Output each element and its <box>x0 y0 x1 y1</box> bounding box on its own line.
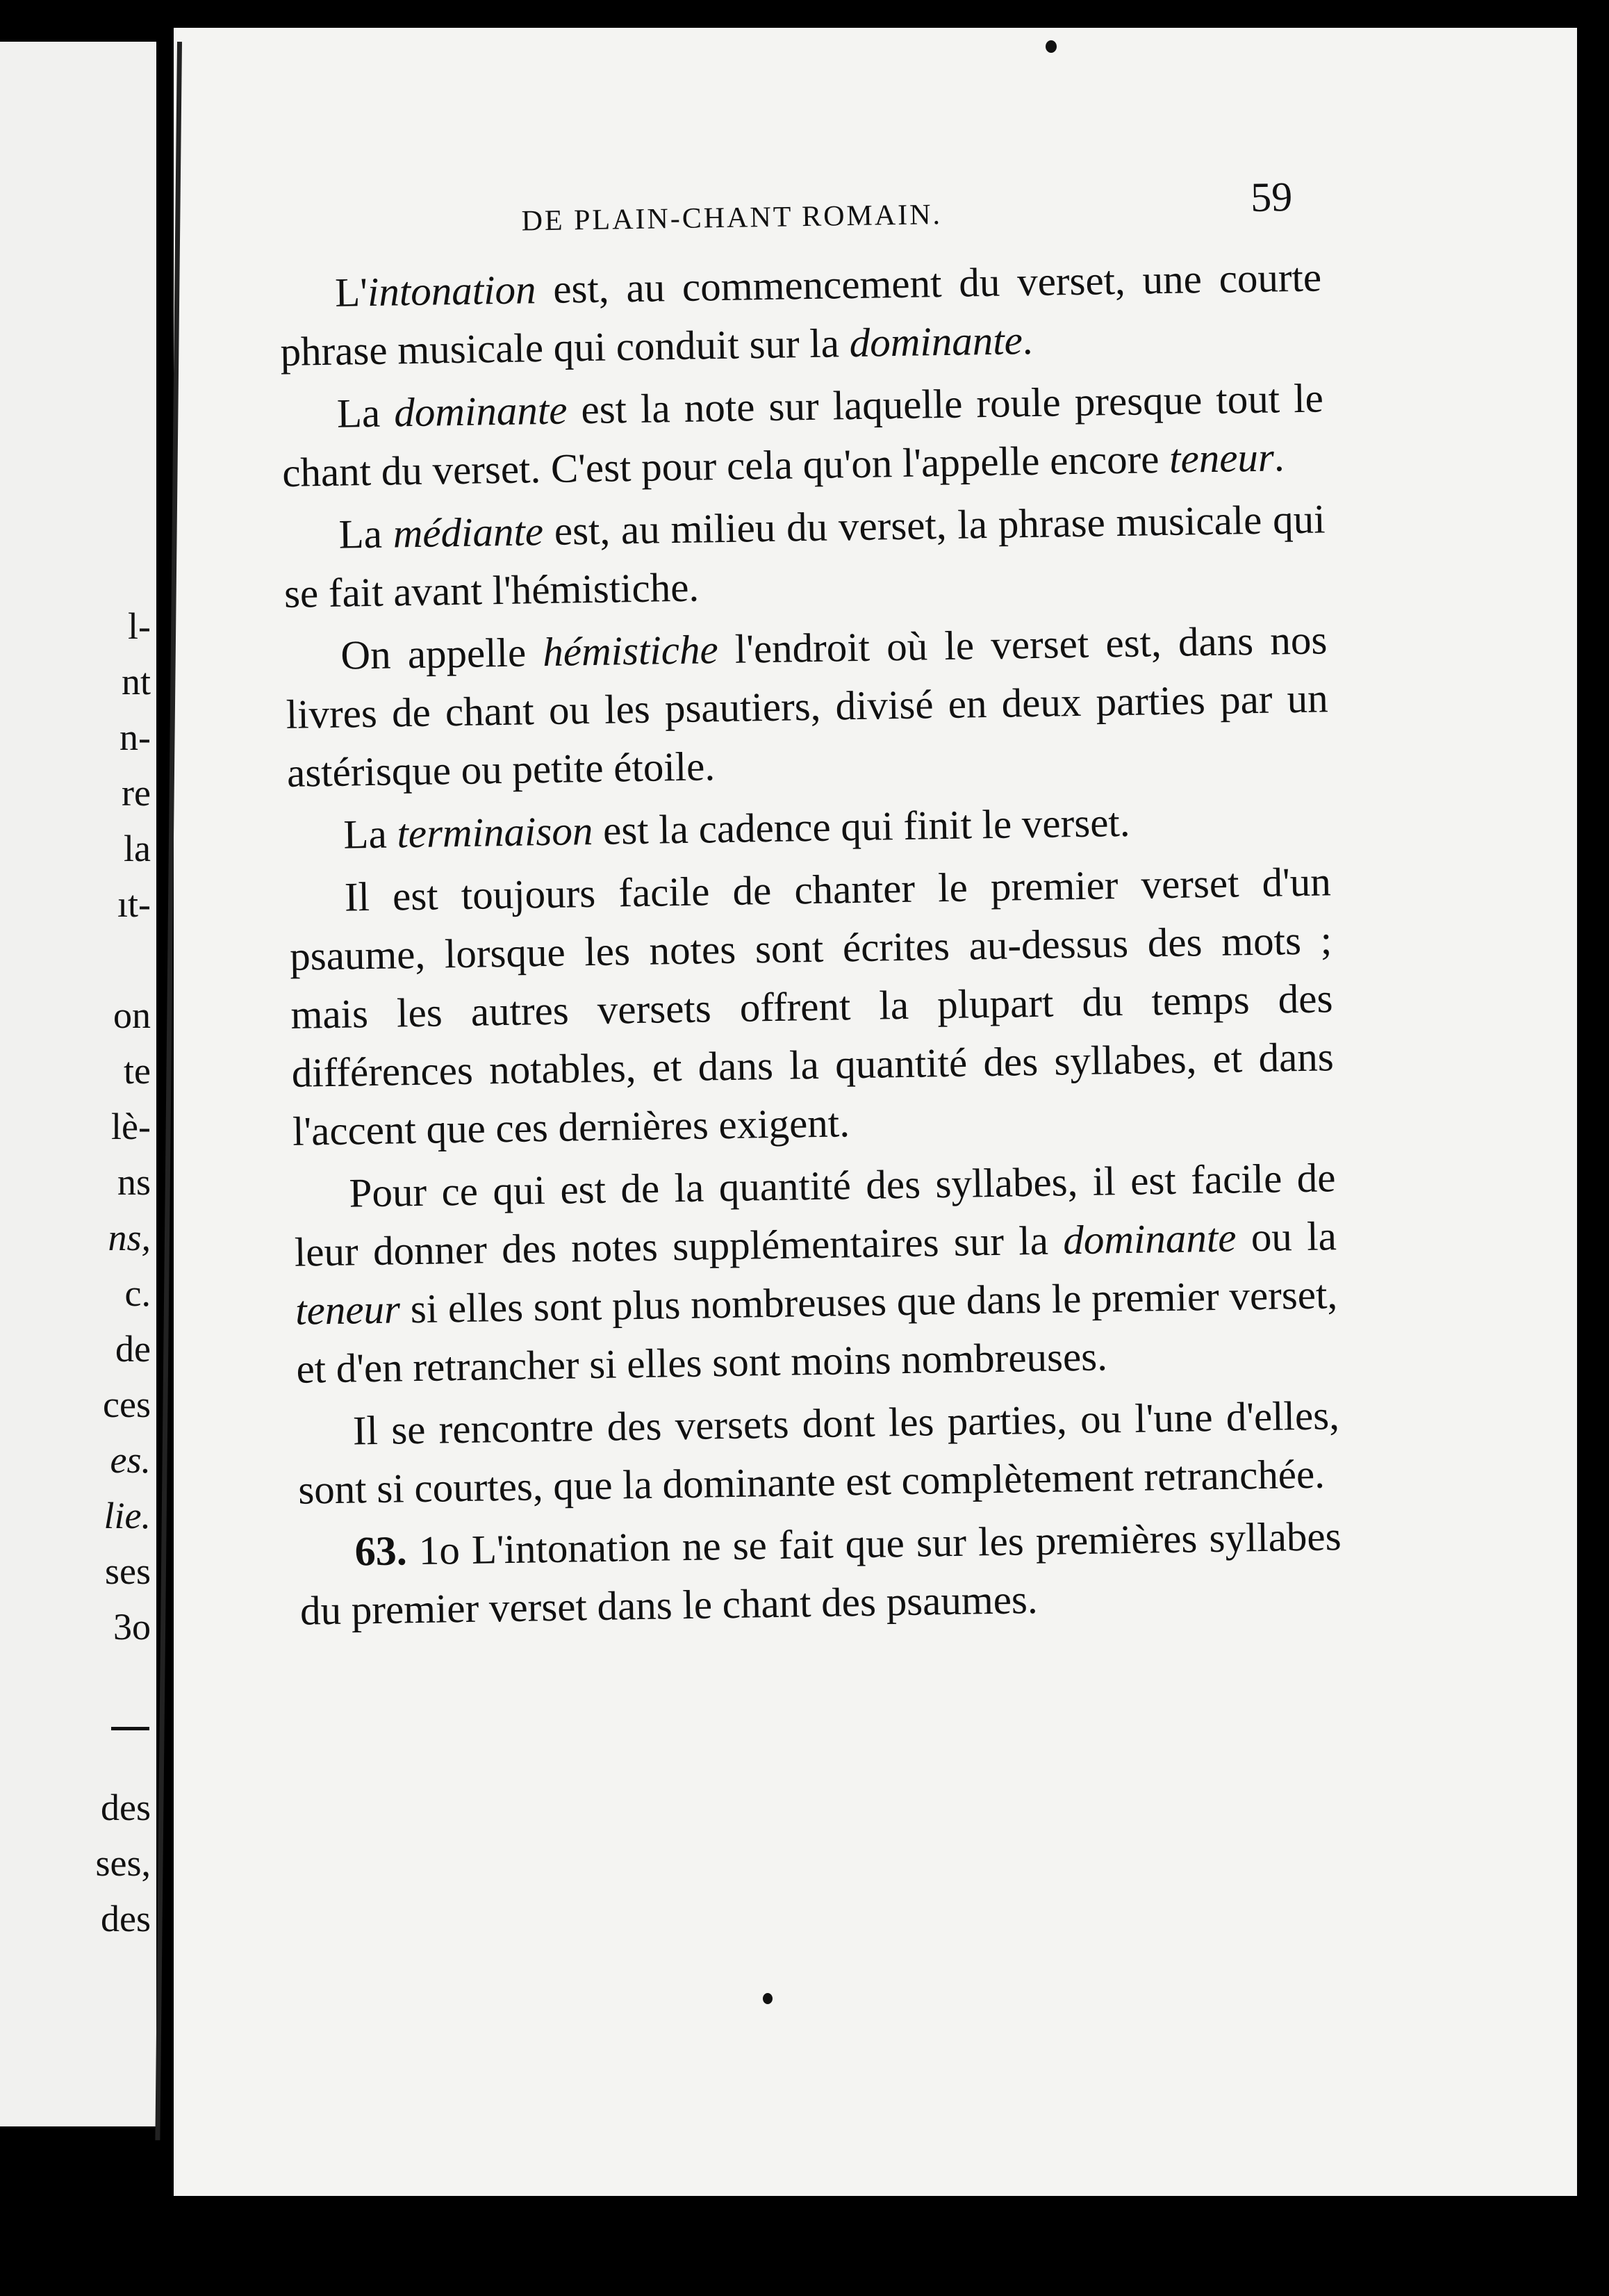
left-page-fragment: lè- <box>111 1106 151 1147</box>
text-run: est la note sur laquelle roule presque tout le chant du verset. C'est pour cela qu'on l'appelle encore <box>281 375 1324 495</box>
left-page-fragment: l- <box>128 605 151 647</box>
italic-term: médiante <box>393 508 544 557</box>
left-page-fragment: ces <box>103 1384 151 1425</box>
running-title: DE PLAIN-CHANT ROMAIN. <box>521 198 943 238</box>
left-page-fragment: ses <box>105 1550 151 1592</box>
text-run: est, au milieu du verset, la phrase musicale qui se fait avant l'hémistiche. <box>283 495 1326 616</box>
paragraph-quantite-syllabes <box>293 1148 1339 1398</box>
text-run: ou la <box>1235 1213 1337 1261</box>
text-run: La <box>338 510 394 557</box>
italic-term: dominante <box>1062 1214 1237 1263</box>
italic-term: hémistiche <box>542 626 719 675</box>
paragraph-hemistiche <box>285 610 1330 802</box>
left-page-fragment: la <box>124 828 151 869</box>
left-page-fragment: re <box>122 772 151 814</box>
italic-term: intonation <box>367 266 536 315</box>
left-page-fragment: de <box>115 1328 151 1370</box>
left-page-fragment: nt <box>121 661 151 703</box>
left-page-fragment: te <box>124 1050 151 1092</box>
left-page-fragment: ns <box>117 1161 151 1203</box>
paragraph-premier-verset: Il est toujours facile de chanter le premier verset d'un psaume, lorsque les notes sont écrites au-dessus des mots ; mais les autres versets offrent la plupart du temps des différences notables, et dans la quantité des syllabes, et dans l'accent que ces dernières exigent. <box>289 858 1335 1154</box>
left-page-fragment: on <box>113 994 151 1036</box>
text-run: est la cadence qui finit le verset. <box>592 798 1130 853</box>
page-number: 59 <box>1250 174 1293 221</box>
left-page-fragment: lie. <box>104 1495 151 1536</box>
text-run: l'endroit où le verset est, dans nos livres de chant ou les psautiers, divisé en deux parties par un astérisque ou petite étoile. <box>286 616 1329 796</box>
text-run: est, au commencement du verset, une courte phrase musicale qui conduit sur la <box>280 254 1322 375</box>
left-page-fragment: 3o <box>113 1606 151 1648</box>
left-page-fragment: n- <box>119 716 151 758</box>
left-page-fragment: ns, <box>108 1217 151 1258</box>
left-page-fragment: des <box>101 1787 151 1828</box>
text-run: Pour ce qui est de la quantité des syllabes, il est facile de leur donner des notes supplémentaires sur la <box>294 1154 1336 1275</box>
left-page-fragment: ses, <box>95 1842 151 1884</box>
left-page-rule <box>111 1727 149 1730</box>
paragraph-terminaison <box>288 789 1330 864</box>
paragraph-mediante <box>283 489 1326 623</box>
italic-term: dominante <box>849 317 1023 366</box>
ink-speck <box>763 1993 773 2004</box>
left-page-fragment: ıt- <box>117 883 151 925</box>
italic-term: teneur <box>295 1286 401 1334</box>
left-page-fragment: es. <box>110 1439 151 1481</box>
italic-term: dominante <box>393 386 568 436</box>
text-run: . <box>1022 316 1034 363</box>
paragraph-versets-courts: Il se rencontre des versets dont les parties, ou l'une d'elles, sont si courtes, que la dominante est complètement retranchée. <box>297 1392 1340 1513</box>
italic-term: terminaison <box>396 807 593 857</box>
text-run: si elles sont plus nombreuses que dans le premier verset, et d'en retrancher si elles sont moins nombreuses. <box>296 1271 1338 1392</box>
text-run: On appelle <box>340 629 543 678</box>
left-facing-page <box>0 42 156 2126</box>
left-page-fragment: des <box>101 1898 151 1940</box>
paragraph-section-63 <box>299 1507 1342 1640</box>
text-run: La <box>343 810 397 858</box>
text-run: . <box>1273 434 1285 480</box>
left-page-fragment: c. <box>124 1272 151 1314</box>
text-run: La <box>336 389 395 436</box>
ink-speck <box>1046 40 1057 53</box>
page-content <box>278 174 1343 1643</box>
text-run: L' <box>334 268 368 315</box>
section-number: 63. <box>354 1527 408 1575</box>
paragraph-intonation <box>279 247 1323 381</box>
paragraph-dominante <box>281 368 1324 502</box>
italic-term: teneur <box>1169 434 1275 482</box>
text-run: 1o L'intonation ne se fait que sur les premières syllabes du premier verset dans le chant des psaumes. <box>299 1513 1342 1634</box>
